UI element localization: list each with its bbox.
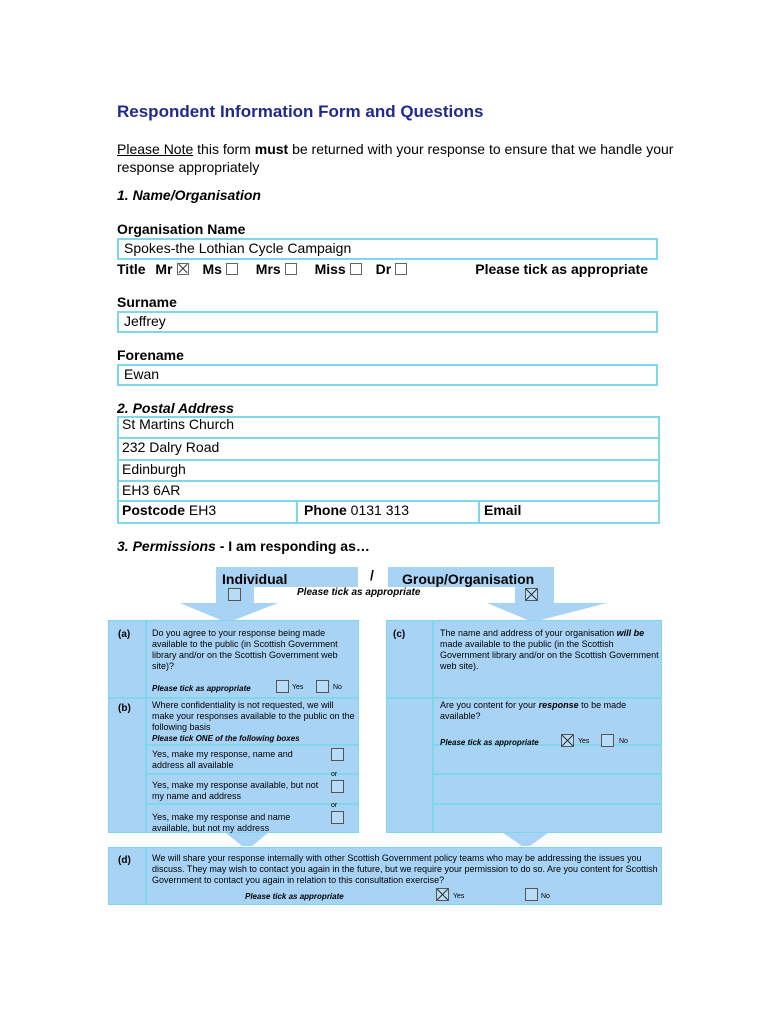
- a-tick-note: Please tick as appropriate: [152, 684, 251, 693]
- group-arrow: [487, 603, 607, 621]
- address-line-2[interactable]: 232 Dalry Road: [117, 439, 660, 461]
- group-checkbox[interactable]: [525, 588, 538, 601]
- pointer-arrows: [175, 602, 615, 622]
- b-label-cell: [108, 698, 146, 833]
- left-down-arrow: [226, 833, 268, 846]
- address-line-3[interactable]: Edinburgh: [117, 461, 660, 482]
- d-no-label: No: [541, 893, 550, 900]
- d-no-checkbox[interactable]: [525, 888, 538, 901]
- mrs-checkbox[interactable]: [285, 263, 297, 275]
- phone-value: 0131 313: [350, 502, 410, 518]
- b-option-2-checkbox[interactable]: [331, 780, 344, 793]
- c-empty-2: [433, 774, 662, 804]
- c-no-label: No: [619, 738, 628, 745]
- b-option-3: Yes, make my response and name available, but not my address: [152, 812, 291, 833]
- title-option-dr: Dr: [376, 261, 408, 277]
- note-emphasis: must: [254, 141, 289, 157]
- a-yes-checkbox[interactable]: [276, 680, 289, 693]
- d-label: (d): [118, 855, 131, 866]
- title-row: [117, 261, 658, 277]
- postcode-field[interactable]: [117, 502, 298, 524]
- note-text-2: be returned with your response to ensure that we handle your response appropriately: [117, 141, 674, 175]
- or-separator-1: or: [331, 771, 338, 778]
- title-option-miss: Miss: [315, 261, 362, 277]
- b-option-2: Yes, make my response available, but not my name and address: [152, 780, 319, 801]
- d-tick-note: Please tick as appropriate: [245, 892, 344, 901]
- group-organisation-label: Group/Organisation: [402, 571, 535, 587]
- c-question: Are you content for your response to be made available?: [440, 700, 627, 721]
- a-label: (a): [118, 629, 131, 640]
- b-option-3-checkbox[interactable]: [331, 811, 344, 824]
- c-empty-3: [433, 804, 662, 833]
- tick-note: Please tick as appropriate: [475, 261, 648, 277]
- postcode-label: Postcode: [122, 502, 186, 518]
- email-field[interactable]: [480, 502, 658, 524]
- c-yes-checkbox[interactable]: [561, 734, 574, 747]
- page-title: Respondent Information Form and Questions: [117, 102, 484, 121]
- slash-separator: /: [370, 567, 374, 583]
- address-line-4[interactable]: EH3 6AR: [117, 482, 660, 502]
- postcode-value: EH3: [188, 502, 217, 518]
- organisation-name-label: Organisation Name: [117, 221, 246, 237]
- surname-label: Surname: [117, 294, 177, 310]
- mr-checkbox[interactable]: [177, 263, 189, 275]
- dr-checkbox[interactable]: [395, 263, 407, 275]
- address-line-1[interactable]: St Martins Church: [117, 416, 660, 439]
- phone-label: Phone: [304, 502, 347, 518]
- d-yes-label: Yes: [453, 893, 465, 900]
- title-label: Title: [117, 261, 146, 277]
- title-option-ms: Ms: [202, 261, 237, 277]
- c-tick-note: Please tick as appropriate: [440, 738, 539, 747]
- postal-address-box: [117, 416, 660, 524]
- please-note-label: Please Note: [117, 141, 194, 157]
- title-option-mrs: Mrs: [256, 261, 297, 277]
- c-blank-cell: [386, 698, 433, 833]
- individual-checkbox[interactable]: [228, 588, 241, 601]
- note-text: this form: [193, 141, 255, 157]
- b-tick-note: Please tick ONE of the following boxes: [152, 734, 300, 743]
- forename-field[interactable]: Ewan: [117, 364, 658, 386]
- respondent-tick-note: Please tick as appropriate: [297, 587, 421, 598]
- forename-label: Forename: [117, 347, 184, 363]
- d-question: We will share your response internally with other Scottish Government policy teams who may be addressing the issues you discuss. They may wish to contact you again in the future, but we require your permission to do so. Are you content for Scottish Government to contact you again in relation to this consultation exercise?: [152, 853, 658, 885]
- ms-checkbox[interactable]: [226, 263, 238, 275]
- c-no-checkbox[interactable]: [601, 734, 614, 747]
- c-statement: The name and address of your organisation will be made available to the public (in the Scottish Government library and/or on the Scottish Government web site).: [440, 628, 659, 671]
- a-no-checkbox[interactable]: [316, 680, 329, 693]
- a-no-label: No: [333, 684, 342, 691]
- right-down-arrow: [503, 833, 548, 846]
- b-option-1: Yes, make my response, name and address all available: [152, 749, 293, 770]
- section-3-heading: [117, 538, 370, 554]
- section-1-heading: 1. Name/Organisation: [117, 187, 261, 203]
- individual-label: Individual: [222, 571, 288, 587]
- b-question: Where confidentiality is not requested, we will make your responses available to the public on the following basis: [152, 700, 355, 732]
- b-option-1-checkbox[interactable]: [331, 748, 344, 761]
- c-label: (c): [393, 629, 406, 640]
- organisation-name-field[interactable]: Spokes-the Lothian Cycle Campaign: [117, 238, 658, 260]
- section-3-title: 3. Permissions: [117, 538, 216, 554]
- or-separator-2: or: [331, 802, 338, 809]
- down-arrows: [108, 833, 662, 847]
- title-option-mr: Mr: [155, 261, 188, 277]
- miss-checkbox[interactable]: [350, 263, 362, 275]
- phone-field[interactable]: [298, 502, 480, 524]
- c-empty-1: [433, 745, 662, 774]
- instruction-note: [117, 140, 677, 176]
- c-yes-label: Yes: [578, 738, 590, 745]
- section-3-suffix: - I am responding as…: [215, 538, 370, 554]
- a-yes-label: Yes: [292, 684, 304, 691]
- a-question: Do you agree to your response being made available to the public (in Scottish Government library and/or on the Scottish Government web site)?: [152, 628, 338, 671]
- d-yes-checkbox[interactable]: [436, 888, 449, 901]
- surname-field[interactable]: Jeffrey: [117, 311, 658, 333]
- individual-arrow: [180, 603, 278, 621]
- b-label: (b): [118, 703, 131, 714]
- section-2-heading: 2. Postal Address: [117, 400, 234, 416]
- email-label: Email: [484, 502, 522, 518]
